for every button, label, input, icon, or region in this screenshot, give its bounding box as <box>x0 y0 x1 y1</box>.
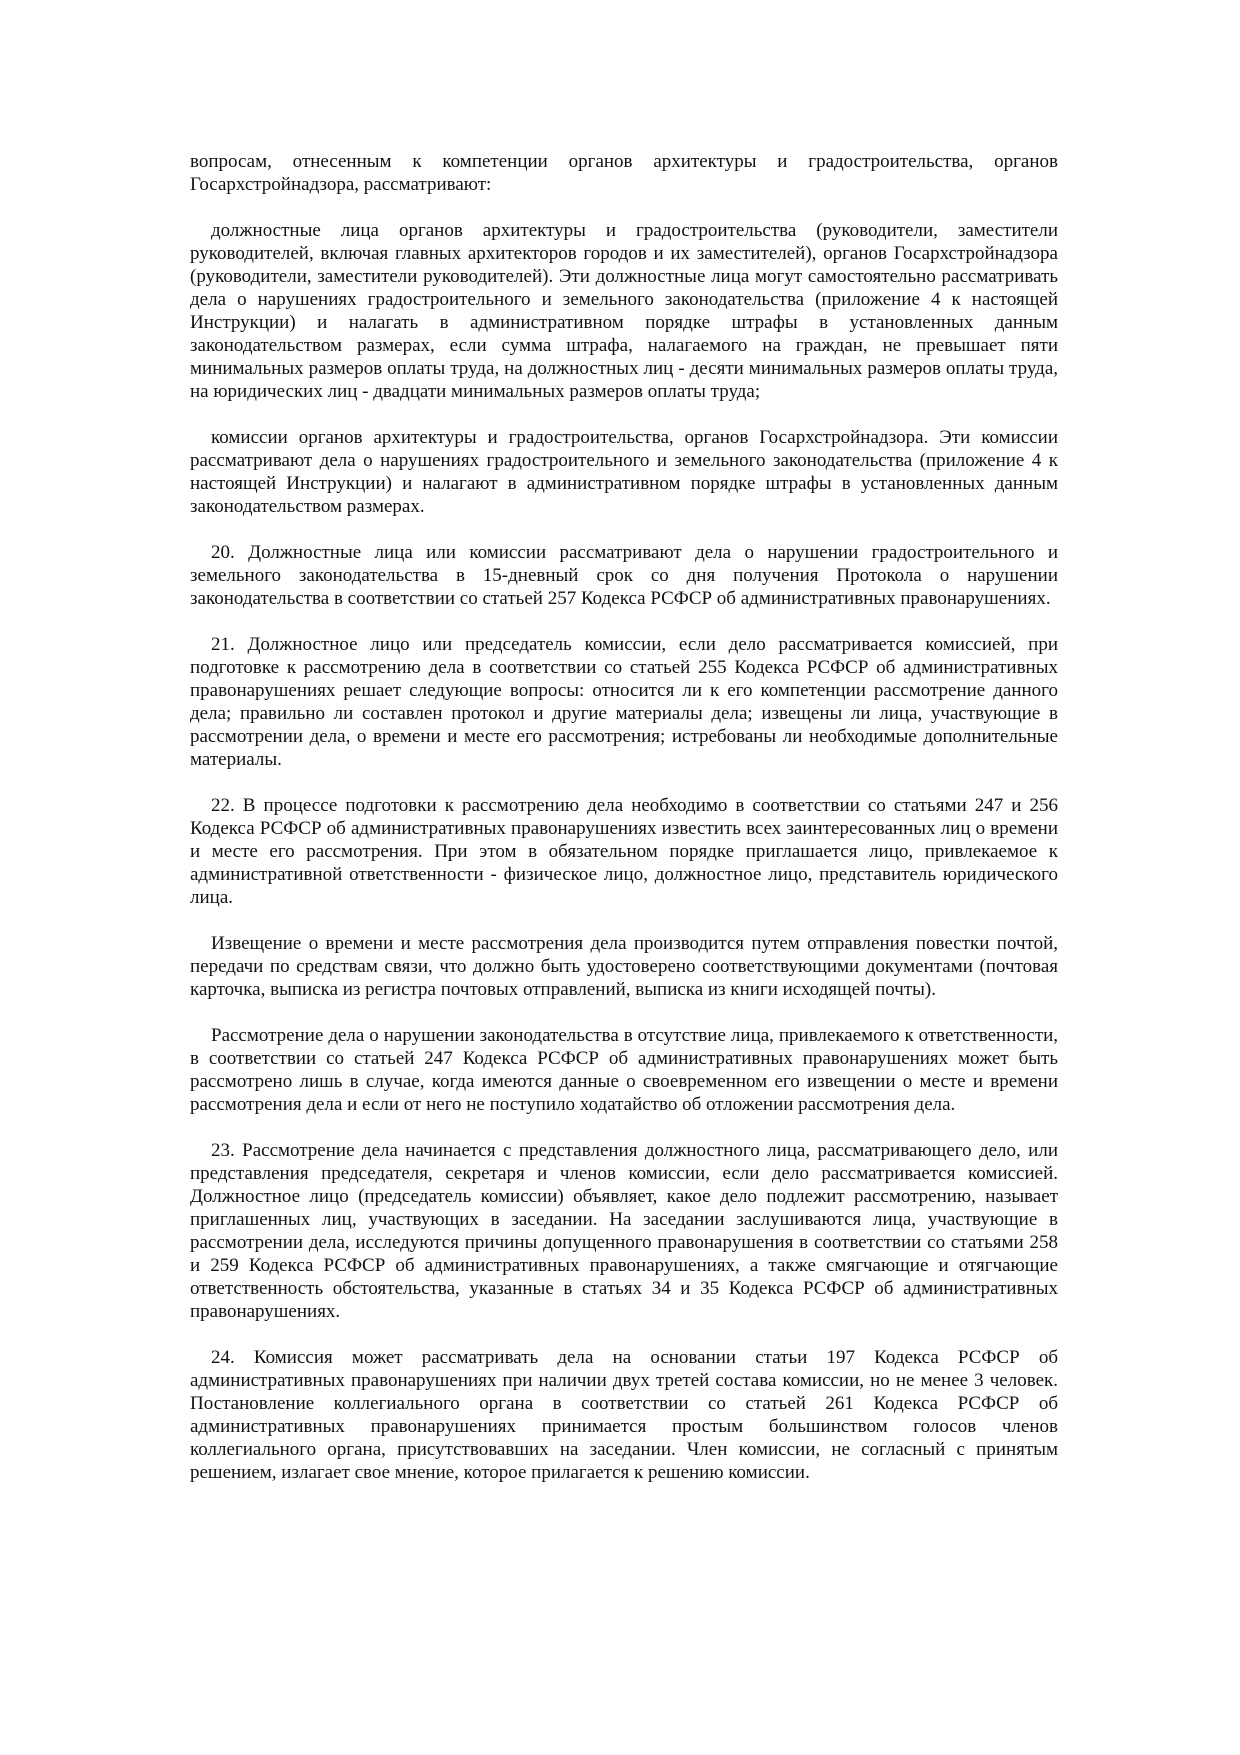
paragraph-commissions: комиссии органов архитектуры и градостроительства, органов Госархстройнадзора. Эти комиссии рассматривают дела о нарушениях градостроительного и земельного законодательства (приложение 4 к настоящей Инструкции) и налагают в административном порядке штрафы в установленных данным законодательством размерах. <box>190 427 1058 517</box>
paragraph-continuation: вопросам, отнесенным к компетенции органов архитектуры и градостроительства, органов Госархстройнадзора, рассматривают: <box>190 151 1058 195</box>
paragraph-item-21: 21. Должностное лицо или председатель комиссии, если дело рассматривается комиссией, при подготовке к рассмотрению дела в соответствии со статьей 255 Кодекса РСФСР об административных правонарушениях решает следующие вопросы: относится ли к его компетенции рассмотрение данного дела; правильно ли составлен протокол и другие материалы дела; извещены ли лица, участвующие в рассмотрении дела, о времени и месте его рассмотрения; истребованы ли необходимые дополнительные материалы. <box>190 634 1058 770</box>
paragraph-item-23: 23. Рассмотрение дела начинается с представления должностного лица, рассматривающего дело, или представления председателя, секретаря и членов комиссии, если дело рассматривается комиссией. Должностное лицо (председатель комиссии) объявляет, какое дело подлежит рассмотрению, называет приглашенных лиц, участвующих в заседании. На заседании заслушиваются лица, участвующие в рассмотрении дела, исследуются причины допущенного правонарушения в соответствии со статьями 258 и 259 Кодекса РСФСР об административных правонарушениях, а также смягчающие и отягчающие ответственность обстоятельства, указанные в статьях 34 и 35 Кодекса РСФСР об административных правонарушениях. <box>190 1140 1058 1322</box>
paragraph-item-20: 20. Должностные лица или комиссии рассматривают дела о нарушении градостроительного и земельного законодательства в 15-дневный срок со дня получения Протокола о нарушении законодательства в соответствии со статьей 257 Кодекса РСФСР об административных правонарушениях. <box>190 542 1058 609</box>
paragraph-notification: Извещение о времени и месте рассмотрения дела производится путем отправления повестки почтой, передачи по средствам связи, что должно быть удостоверено соответствующими документами (почтовая карточка, выписка из регистра почтовых отправлений, выписка из книги исходящей почты). <box>190 933 1058 1000</box>
document-page <box>190 150 1058 1507</box>
paragraph-item-24: 24. Комиссия может рассматривать дела на основании статьи 197 Кодекса РСФСР об административных правонарушениях при наличии двух третей состава комиссии, но не менее 3 человек. Постановление коллегиального органа в соответствии со статьей 261 Кодекса РСФСР об административных правонарушениях принимается простым большинством голосов членов коллегиального органа, присутствовавших на заседании. Член комиссии, не согласный с принятым решением, излагает свое мнение, которое прилагается к решению комиссии. <box>190 1347 1058 1483</box>
paragraph-absence: Рассмотрение дела о нарушении законодательства в отсутствие лица, привлекаемого к ответственности, в соответствии со статьей 247 Кодекса РСФСР об административных правонарушениях может быть рассмотрено лишь в случае, когда имеются данные о своевременном его извещении о месте и времени рассмотрения дела и если от него не поступило ходатайство об отложении рассмотрения дела. <box>190 1025 1058 1115</box>
paragraph-officials: должностные лица органов архитектуры и градостроительства (руководители, заместители руководителей, включая главных архитекторов городов и их заместителей), органов Госархстройнадзора (руководители, заместители руководителей). Эти должностные лица могут самостоятельно рассматривать дела о нарушениях градостроительного и земельного законодательства (приложение 4 к настоящей Инструкции) и налагать в административном порядке штрафы в установленных данным законодательством размерах, если сумма штрафа, налагаемого на граждан, не превышает пяти минимальных размеров оплаты труда, на должностных лиц - десяти минимальных размеров оплаты труда, на юридических лиц - двадцати минимальных размеров оплаты труда; <box>190 220 1058 402</box>
paragraph-item-22: 22. В процессе подготовки к рассмотрению дела необходимо в соответствии со статьями 247 и 256 Кодекса РСФСР об административных правонарушениях известить всех заинтересованных лиц о времени и месте его рассмотрения. При этом в обязательном порядке приглашается лицо, привлекаемое к административной ответственности - физическое лицо, должностное лицо, представитель юридического лица. <box>190 795 1058 908</box>
